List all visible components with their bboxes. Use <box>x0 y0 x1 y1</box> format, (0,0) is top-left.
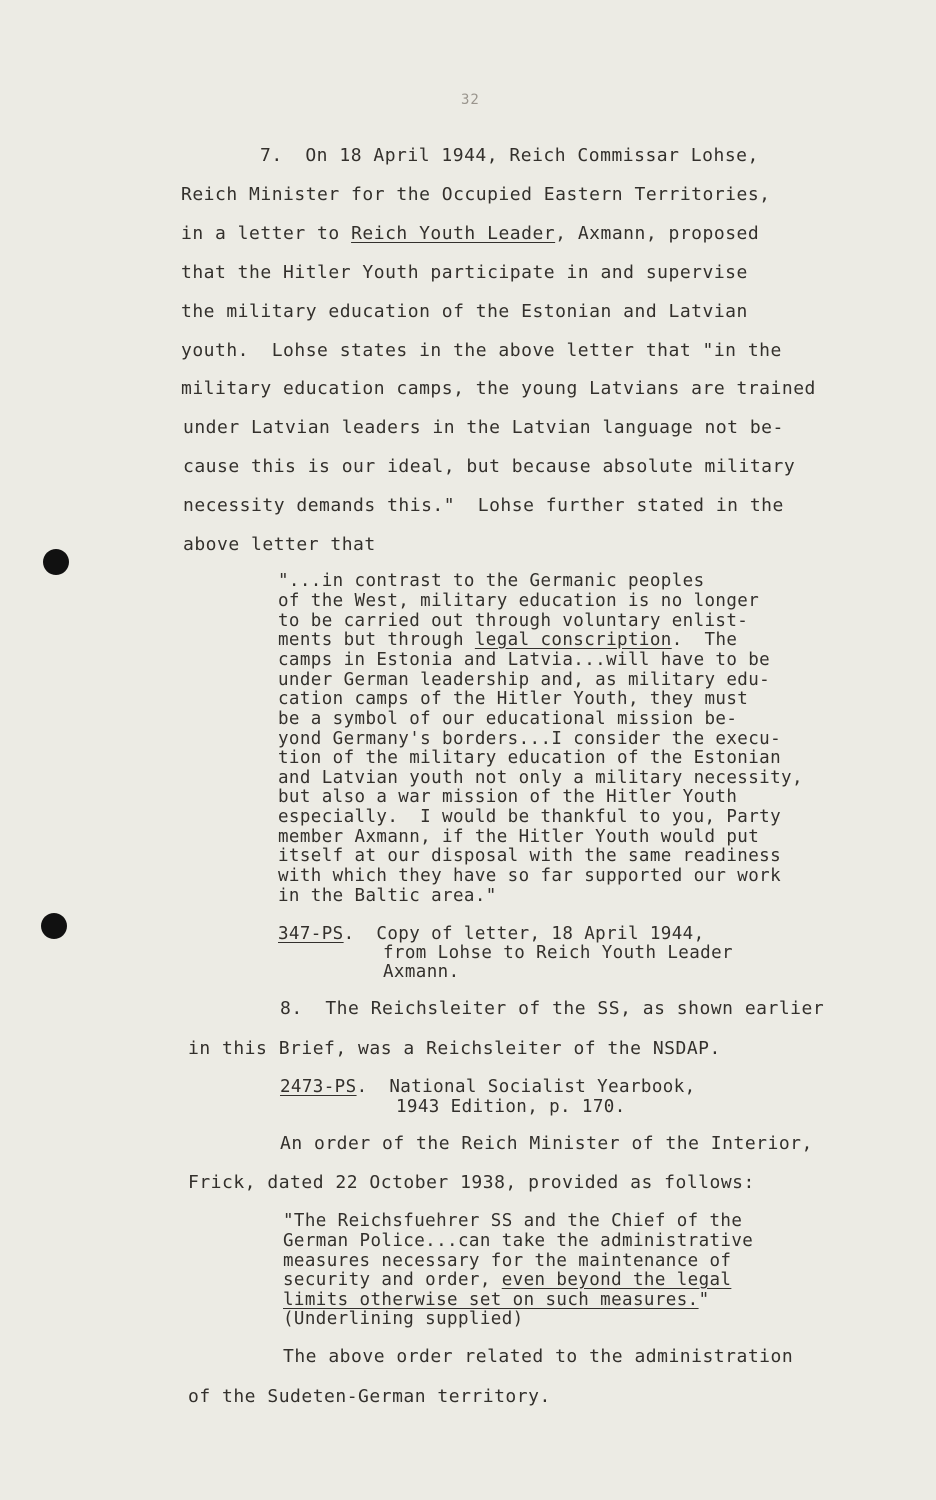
quote1-line: in the Baltic area." <box>278 886 497 906</box>
para8-line: 8. The Reichsleiter of the SS, as shown earlier <box>280 998 825 1019</box>
citation1-line: Axmann. <box>383 962 460 982</box>
para9-line: An order of the Reich Minister of the Interior, <box>280 1133 813 1154</box>
quote1-line: cation camps of the Hitler Youth, they must <box>278 689 749 709</box>
quote2-line: "The Reichsfuehrer SS and the Chief of the <box>283 1211 743 1231</box>
para10-line: The above order related to the administration <box>283 1346 794 1367</box>
document-reference: 2473-PS <box>280 1077 357 1097</box>
para7-line: 7. On 18 April 1944, Reich Commissar Lohse, <box>260 145 759 166</box>
para7-line: Reich Minister for the Occupied Eastern Territories, <box>181 184 771 205</box>
para8-line: in this Brief, was a Reichsleiter of the NSDAP. <box>188 1038 721 1059</box>
para7-line: that the Hitler Youth participate in and supervise <box>181 262 748 283</box>
quote1-line: member Axmann, if the Hitler Youth would put <box>278 827 760 847</box>
quote2-note: (Underlining supplied) <box>283 1309 524 1329</box>
para7-line: in a letter to Reich Youth Leader, Axmann, proposed <box>181 223 760 244</box>
para9-line: Frick, dated 22 October 1938, provided as follows: <box>188 1172 755 1193</box>
underlined-phrase: legal conscription <box>474 630 672 650</box>
para7-line: necessity demands this." Lohse further stated in the <box>183 495 784 516</box>
citation2-line: 2473-PS. National Socialist Yearbook, <box>280 1077 696 1097</box>
para10-line: of the Sudeten-German territory. <box>188 1386 551 1407</box>
quote1-line: itself at our disposal with the same readiness <box>278 846 782 866</box>
quote1-line: tion of the military education of the Estonian <box>278 748 782 768</box>
quote1-line: and Latvian youth not only a military necessity, <box>278 768 803 788</box>
quote1-line: but also a war mission of the Hitler Youth <box>278 787 738 807</box>
underlined-phrase: limits otherwise set on such measures. <box>283 1290 699 1310</box>
quote2-line: measures necessary for the maintenance of <box>283 1251 732 1271</box>
citation1-line: 347-PS. Copy of letter, 18 April 1944, <box>278 924 705 944</box>
quote2-line: security and order, even beyond the legal <box>283 1270 732 1290</box>
document-reference: 347-PS <box>278 924 344 944</box>
para7-line: youth. Lohse states in the above letter that "in the <box>181 340 782 361</box>
citation2-line: 1943 Edition, p. 170. <box>396 1097 626 1117</box>
para7-line: cause this is our ideal, but because absolute military <box>183 456 796 477</box>
quote1-line: with which they have so far supported our work <box>278 866 782 886</box>
quote1-line: be a symbol of our educational mission be- <box>278 709 738 729</box>
para7-line: above letter that <box>183 534 376 555</box>
quote1-line: under German leadership and, as military edu- <box>278 670 771 690</box>
para7-line: military education camps, the young Latvians are trained <box>181 378 816 399</box>
quote1-line: especially. I would be thankful to you, Party <box>278 807 782 827</box>
underlined-phrase: Reich Youth Leader <box>351 223 556 244</box>
punch-hole <box>43 549 69 575</box>
quote1-line: "...in contrast to the Germanic peoples <box>278 571 705 591</box>
citation1-line: from Lohse to Reich Youth Leader <box>383 943 733 963</box>
quote2-line: German Police...can take the administrative <box>283 1231 754 1251</box>
quote1-line: ments but through legal conscription. The <box>278 630 738 650</box>
quote1-line: camps in Estonia and Latvia...will have to be <box>278 650 771 670</box>
quote2-line: limits otherwise set on such measures." <box>283 1290 710 1310</box>
punch-hole <box>41 913 67 939</box>
para7-line: the military education of the Estonian and Latvian <box>181 301 748 322</box>
page-number: 32 <box>461 92 480 108</box>
quote1-line: of the West, military education is no longer <box>278 591 760 611</box>
underlined-phrase: even beyond the legal <box>501 1270 732 1290</box>
quote1-line: yond Germany's borders...I consider the execu- <box>278 729 782 749</box>
quote1-line: to be carried out through voluntary enlist- <box>278 611 749 631</box>
para7-line: under Latvian leaders in the Latvian language not be- <box>183 417 784 438</box>
